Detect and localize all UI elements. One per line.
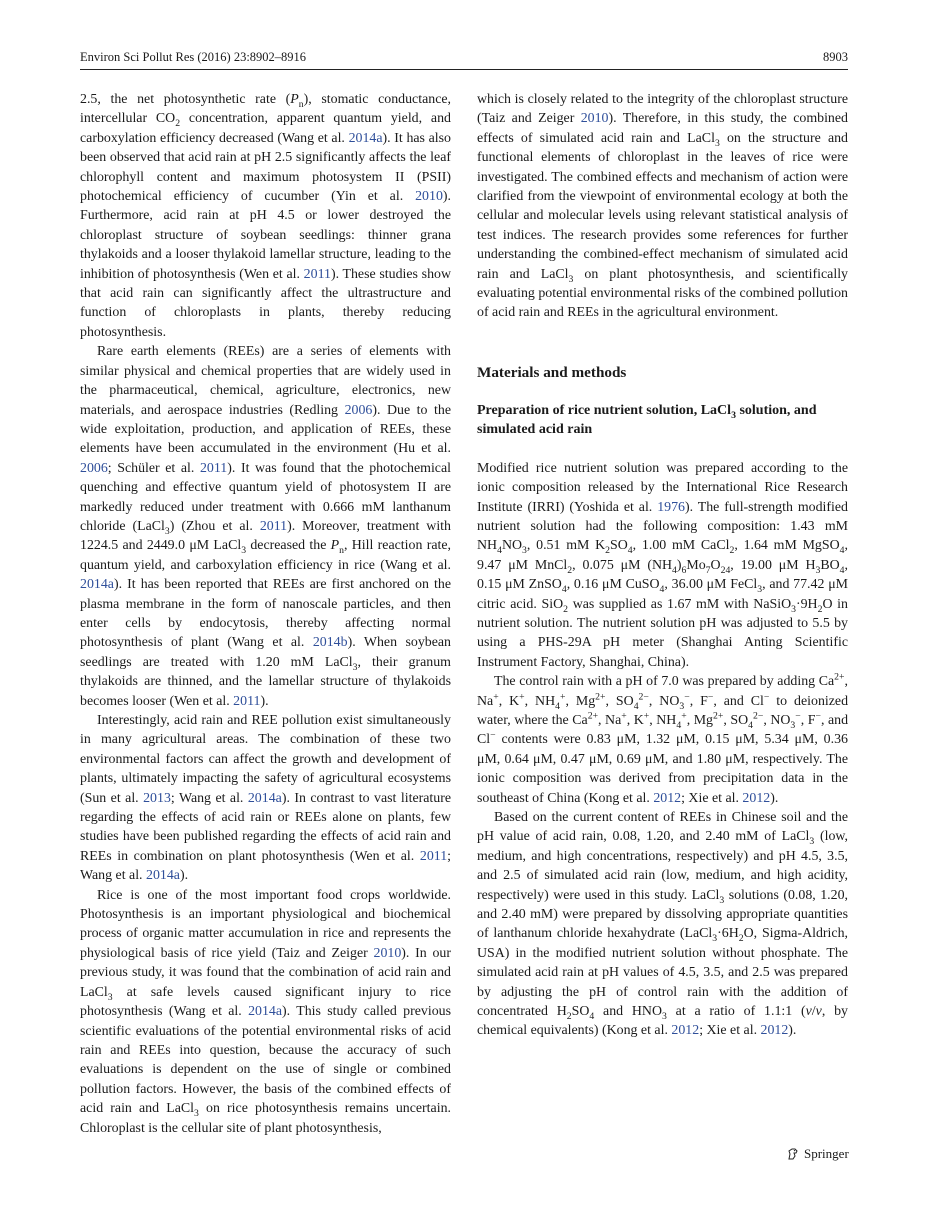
citation-link[interactable]: 2006 [344,402,373,418]
citation-link[interactable]: 2014a [248,1004,283,1020]
citation-link[interactable]: 2014a [247,790,282,806]
paragraph-combined-pollution: Interestingly, acid rain and REE pollution exist simultaneously in many agricultural areas. The combination of these two environmental factors can affect the growth and development of plants, ultimately impacting the safety of agricultural ecosystems (Sun et al. 2013; Wang et al. 2014a). In contrast to vast literature regarding the effects of acid rain or REEs alone on plants, few studies have been published regarding the effects of acid rain and REEs in combination on plant photosynthesis (Wen et al. 2011; Wang et al. 2014a). [80,713,451,884]
citation-link[interactable]: 2011 [419,848,448,864]
publisher-name: Springer [804,1146,849,1161]
citation-link[interactable]: 2014a [348,130,383,146]
citation-link[interactable]: 2014b [312,635,348,651]
citation-link[interactable]: 2012 [742,790,771,806]
citation-link[interactable]: 2011 [199,460,228,476]
citation-link[interactable]: 2010 [373,945,402,961]
page-number: 8903 [823,50,848,64]
citation-link[interactable]: 2012 [671,1023,700,1039]
subsection-heading-preparation: Preparation of rice nutrient solution, LaCl$_3$ solution, and simulated acid rain [477,402,817,438]
paragraph-study-aims: which is closely related to the integrity of the chloroplast structure (Taiz and Zeiger 2010). Therefore, in this study, the combined effects of simulated acid rain and LaCl$_3$ on the structure and functional elements of chloroplast in the leaves of rice were investigated. The combined effects and mechanism of action were clarified from the viewpoint of environmental ecology at both the cellular and molecular levels using relevant statistical analysis of test indices. The research provides some references for further understanding the combined-effect mechanism of simulated acid rain and LaCl$_3$ on plant photosynthesis, and scientifically evaluating potential environmental risks of the combined pollution of acid rain and REEs in the agricultural environment. [477,92,848,321]
journal-citation: Environ Sci Pollut Res (2016) 23:8902–8916 [80,50,307,64]
citation-link[interactable]: 2012 [760,1023,789,1039]
citation-link[interactable]: 2014a [146,868,180,884]
citation-link[interactable]: 2014a [80,577,114,593]
section-heading-materials-methods: Materials and methods [477,363,627,381]
right-column [477,90,848,1041]
paragraph-nutrient-solution: Modified rice nutrient solution was prepared according to the ionic composition released by the International Rice Research Institute (IRRI) (Yoshida et al. 1976). The full-strength modified nutrient solution had the following composition: 1.43 mM $NH_4NO_3$, 0.51 mM $K_2SO_4$, 1.00 mM CaCl$_2$, 1.64 mM MgSO$_4$, 9.47 μM MnCl$_2$, 0.075 μM $(NH_4)_6Mo_7O_{24}$, 19.00 μM $H_3BO_4$, 0.15 μM ZnSO$_4$, 0.16 μM CuSO$_4$, 36.00 μM FeCl$_3$, and 77.42 μM citric acid. SiO$_2$ was supplied as 1.67 mM with $NaSiO_3\cdot 9H_2O$ in nutrient solution. The nutrient solution pH was adjusted to 5.5 by using a PHS-29A pH meter (Shanghai Anting Scientific Instrument Factory, Shanghai, China). [477,460,848,670]
left-column [80,90,451,1138]
running-header [80,50,848,68]
citation-link[interactable]: 2013 [143,790,171,806]
citation-link[interactable]: 2012 [653,790,682,806]
paragraph-acid-rain-effects: 2.5, the net photosynthetic rate $(P_n)$, stomatic conductance, intercellular $CO_2$ concentration, apparent quantum yield, and carboxylation efficiency decreased (Wang et al. 2014a). It has also been observed that acid rain at pH 2.5 significantly affects the leaf chlorophyll content and maximum photosystem II (PSII) photochemical efficiency of cucumber (Yin et al. 2010). Furthermore, acid rain at pH 4.5 or lower destroyed the chloroplast structure of soybean seedlings: thinner grana thylakoids and a looser thylakoid lamellar structure, leading to the inhibition of photosynthesis (Wen et al. 2011). These studies show that acid rain can significantly affect the ultrastructure and function of chloroplasts in plants, thereby reducing photosynthesis. [80,92,451,340]
header-rule [80,69,848,70]
citation-link[interactable]: 1976 [657,499,685,515]
citation-link[interactable]: 2011 [303,266,331,282]
springer-horse-icon [786,1147,800,1161]
citation-link[interactable]: 2010 [580,111,609,127]
citation-link[interactable]: 2011 [233,693,261,709]
paragraph-control-rain: The control rain with a pH of 7.0 was prepared by adding $Ca^{2+}$, Na+, K+, $NH_4^+$, $Mg^{2+}$, $SO_4^{2-}$, $NO_3^-$, F−, and Cl− to deionized water, where the $Ca^{2+}$, Na+, K+, $NH_4^+$, $Mg^{2+}$, $SO_4^{2-}$, $NO_3^-$, F−, and Cl− contents were 0.83 μM, 1.32 μM, 0.15 μM, 5.34 μM, 0.36 μM, 0.64 μM, 0.47 μM, 0.69 μM, and 1.80 μM, respectively. The ionic composition was derived from precipitation data in the southeast of China (Kong et al. 2012; Xie et al. 2012). [477,671,849,806]
paragraph-rare-earth-elements: Rare earth elements (REEs) are a series of elements with similar physical and chemical properties that are widely used in the pharmaceutical, chemical, agriculture, electronics, new materials, and aerospace industries (Redling 2006). Due to the wide exploitation, production, and application of REEs, these elements have been accumulated in the environment (Hu et al. 2006; Schüler et al. 2011). It was found that the photochemical quenching and effective quantum yield of photosystem II are markedly reduced under treatment with 0.666 mM lanthanum chloride (LaCl$_3$) (Zhou et al. 2011). Moreover, treatment with 1224.5 and 2449.0 μM LaCl$_3$ decreased the $P_n$, Hill reaction rate, quantum yield, and carboxylation efficiency in rice (Wang et al. 2014a). It has been reported that REEs are first anchored on the plasma membrane in the form of nanoscale particles, and then enter cells by endocytosis, thereby affecting normal photosynthesis of plant (Wang et al. 2014b). When soybean seedlings are treated with 1.20 mM LaCl$_3$, their granum thylakoids are thinned, and the lamellar structure of thylakoids becomes looser (Wen et al. 2011). [80,344,451,709]
citation-link[interactable]: 2006 [80,460,108,476]
paragraph-rice-photosynthesis: Rice is one of the most important food crops worldwide. Photosynthesis is an important physiological and biochemical process of organic matter accumulation in rice and represents the physiological basis of rice yield (Taiz and Zeiger 2010). In our previous study, it was found that the combination of acid rain and LaCl$_3$ at safe levels caused significant injury to rice photosynthesis (Wang et al. 2014a). This study called previous scientific evaluations of the potential environmental risks of acid rain and REEs into question, because the accuracy of such evaluations is dependent on the use of single or combined pollution factors. However, the basis of the combined effects of acid rain and LaCl$_3$ on rice photosynthesis remains uncertain. Chloroplast is the cellular site of plant photosynthesis, [80,887,452,1136]
citation-link[interactable]: 2011 [259,518,288,534]
paragraph-lacl3-solutions: Based on the current content of REEs in Chinese soil and the pH value of acid rain, 0.08, 1.20, and 2.40 mM of LaCl$_3$ (low, medium, and high concentrations, respectively) and pH 4.5, 3.5, and 2.5 of simulated acid rain (low, medium, and high acidity, respectively) were used in this study. LaCl$_3$ solutions (0.08, 1.20, and 2.40 mM) were prepared by dissolving appropriate quantities of lanthanum chloride hexahydrate ($LaCl_3\cdot 6H_2O$, Sigma-Aldrich, USA) in the modified nutrient solution without phosphate. The simulated acid rain at pH values of 4.5, 3.5, and 2.5 was prepared by adjusting the pH of control rain with the addition of concentrated $H_2SO_4$ and $HNO_3$ at a ratio of 1.1:1 (v/v, by chemical equivalents) (Kong et al. 2012; Xie et al. 2012). [477,810,849,1039]
citation-link[interactable]: 2010 [415,189,443,205]
publisher-footer [786,1146,849,1162]
